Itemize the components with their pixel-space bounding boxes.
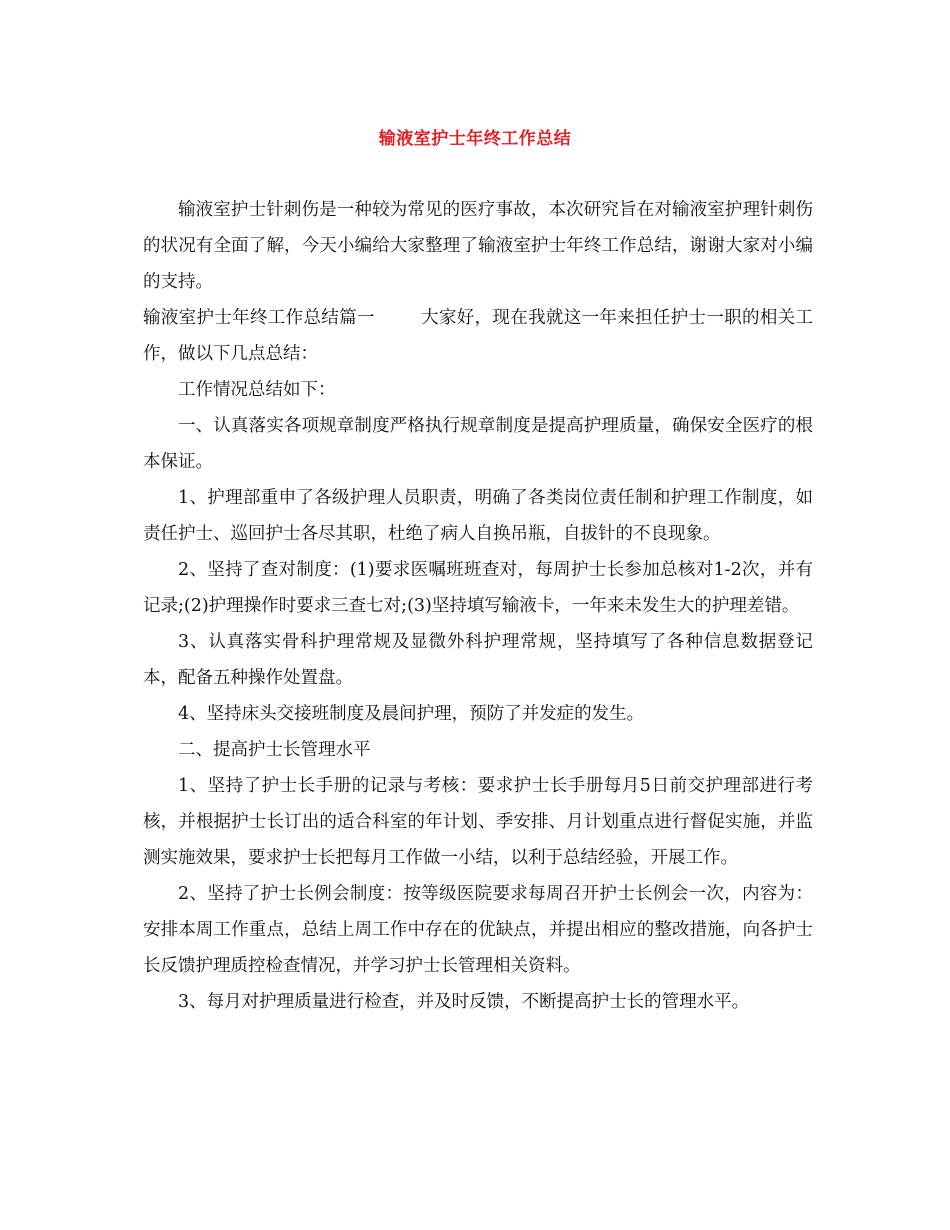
paragraph-work-summary: 工作情况总结如下： <box>178 380 336 400</box>
paragraph-rules: 一、认真落实各项规章制度严格执行规章制度是提高护理质量，确保安全医疗的根本保证。 <box>143 416 813 472</box>
paragraph-rules-2: 2、坚持了查对制度：(1)要求医嘱班班查对，每周护士长参加总核对1-2次，并有记录;(2)护理操作时要求三查七对;(3)坚持填写输液卡，一年来未发生大的护理差错。 <box>143 560 813 616</box>
paragraph-rules-4: 4、坚持床头交接班制度及晨间护理，预防了并发症的发生。 <box>178 704 645 724</box>
document-title: 输液室护士年终工作总结 <box>378 129 572 149</box>
section-paragraph <box>143 300 813 372</box>
section-heading: 输液室护士年终工作总结篇一 <box>143 308 375 328</box>
intro-paragraph: 输液室护士针刺伤是一种较为常见的医疗事故，本次研究旨在对输液室护理针刺伤的状况有全面了解，今天小编给大家整理了输液室护士年终工作总结，谢谢大家对小编的支持。 <box>143 200 813 292</box>
paragraph-management-1: 1、坚持了护士长手册的记录与考核：要求护士长手册每月5日前交护理部进行考核，并根据护士长订出的适合科室的年计划、季安排、月计划重点进行督促实施，并监测实施效果，要求护士长把每月工作做一小结，以利于总结经验，开展工作。 <box>143 776 813 868</box>
paragraph-management-2: 2、坚持了护士长例会制度：按等级医院要求每周召开护士长例会一次，内容为：安排本周工作重点，总结上周工作中存在的优缺点，并提出相应的整改措施，向各护士长反馈护理质控检查情况，并学习护士长管理相关资料。 <box>143 884 813 976</box>
section-lead: 大家好，现在我就这一年来担任护士一职的相关工作，做以下几点总结： <box>143 308 814 364</box>
document-body <box>143 192 813 1020</box>
paragraph-management-3: 3、每月对护理质量进行检查，并及时反馈，不断提高护士长的管理水平。 <box>178 992 750 1012</box>
paragraph-rules-3: 3、认真落实骨科护理常规及显微外科护理常规，坚持填写了各种信息数据登记本，配备五种操作处置盘。 <box>143 632 813 688</box>
paragraph-rules-1: 1、护理部重申了各级护理人员职责，明确了各类岗位责任制和护理工作制度，如责任护士、巡回护士各尽其职，杜绝了病人自换吊瓶，自拔针的不良现象。 <box>143 488 813 544</box>
paragraph-management: 二、提高护士长管理水平 <box>178 740 371 760</box>
